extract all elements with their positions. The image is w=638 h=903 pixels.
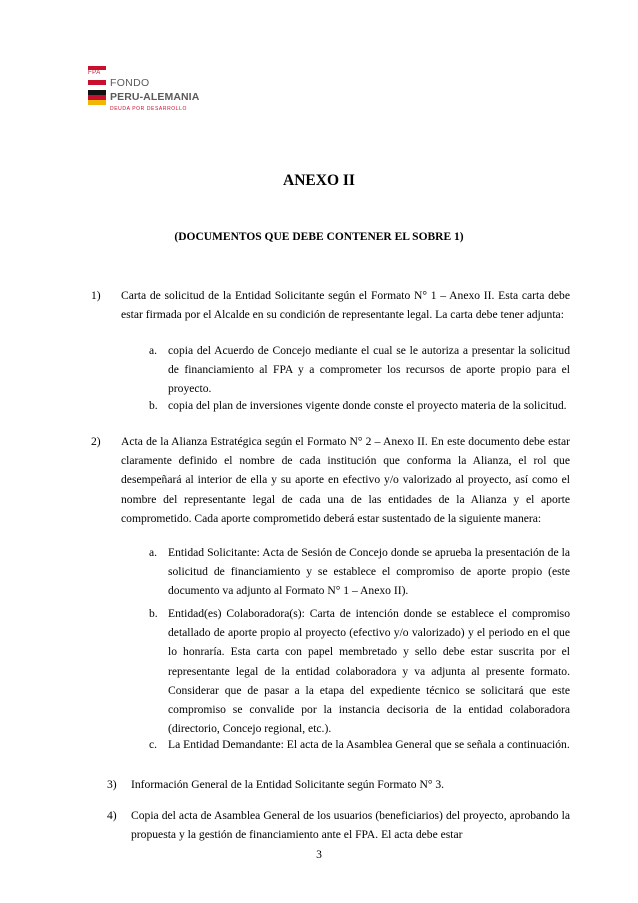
logo-line1: FONDO	[110, 77, 150, 89]
item-2-text: Acta de la Alianza Estratégica según el Formato N° 2 – Anexo II. En este documento debe estar claramente definido el nombre de cada institución que conforma la Alianza, el rol que desempeñará al interior de ella y su aporte en efectivo y/o valorizado al proyecto, así como el nombre del representante legal de cada una de las entidades de la Alianza y el aporte comprometido. Cada aporte comprometido deberá estar sustentado de la siguiente manera:	[121, 435, 570, 525]
fpa-logo	[88, 66, 208, 126]
item-1a-text: copia del Acuerdo de Concejo mediante el cual se le autoriza a presentar la solicitud de financiamiento al FPA y a comprometer los recursos de aporte propio para el proyecto.	[168, 344, 570, 396]
item-1b-letter: b.	[149, 399, 158, 412]
item-1-text: Carta de solicitud de la Entidad Solicitante según el Formato N° 1 – Anexo II. Esta carta debe estar firmada por el Alcalde en su condición de representante legal. La carta debe tener adjunta:	[121, 289, 570, 322]
item-2-number: 2)	[91, 435, 101, 448]
item-2a-letter: a.	[149, 546, 158, 559]
logo-fpa-text: FPA	[88, 70, 101, 76]
item-2c-text: La Entidad Demandante: El acta de la Asamblea General que se señala a continuación.	[168, 738, 570, 751]
item-3-number: 3)	[107, 778, 117, 791]
item-1-number: 1)	[91, 289, 101, 302]
item-2c-letter: c.	[149, 738, 158, 751]
logo-line2: PERU-ALEMANIA	[110, 91, 200, 103]
page-subtitle: (DOCUMENTOS QUE DEBE CONTENER EL SOBRE 1)	[174, 231, 464, 243]
item-2b-letter: b.	[149, 607, 158, 620]
item-2b-text: Entidad(es) Colaboradora(s): Carta de intención donde se establece el compromiso detallado de aporte propio al proyecto (efectivo y/o valorizado) y el periodo en el que lo honraría. Esta carta con papel membretado y sello debe estar suscrita por el representante legal de la entidad colaboradora y va adjunta al presente formato. Considerar que de pasar a la etapa del expediente técnico se solicitará que este compromiso se convalide por la instancia decisoria de la entidad colaboradora (directorio, Concejo regional, etc.).	[168, 607, 570, 736]
item-1b-text: copia del plan de inversiones vigente donde conste el proyecto materia de la solicitud.	[168, 399, 567, 412]
item-3-text: Información General de la Entidad Solicitante según Formato N° 3.	[131, 778, 445, 791]
item-2a-text: Entidad Solicitante: Acta de Sesión de Concejo donde se aprueba la presentación de la solicitud de financiamiento y se establece el compromiso de aporte propio (este documento va adjunto al Formato N° 1 – Anexo II).	[168, 546, 570, 598]
page-title: ANEXO II	[283, 172, 355, 189]
item-4-number: 4)	[107, 809, 117, 822]
page-number: 3	[316, 848, 322, 861]
item-1a-letter: a.	[149, 344, 158, 357]
german-flag-icon	[88, 80, 106, 105]
item-4-text: Copia del acta de Asamblea General de los usuarios (beneficiarios) del proyecto, aprobando la propuesta y la gestión de financiamiento ante el FPA. El acta debe estar	[131, 809, 570, 842]
logo-tagline: DEUDA POR DESARROLLO	[110, 106, 188, 112]
